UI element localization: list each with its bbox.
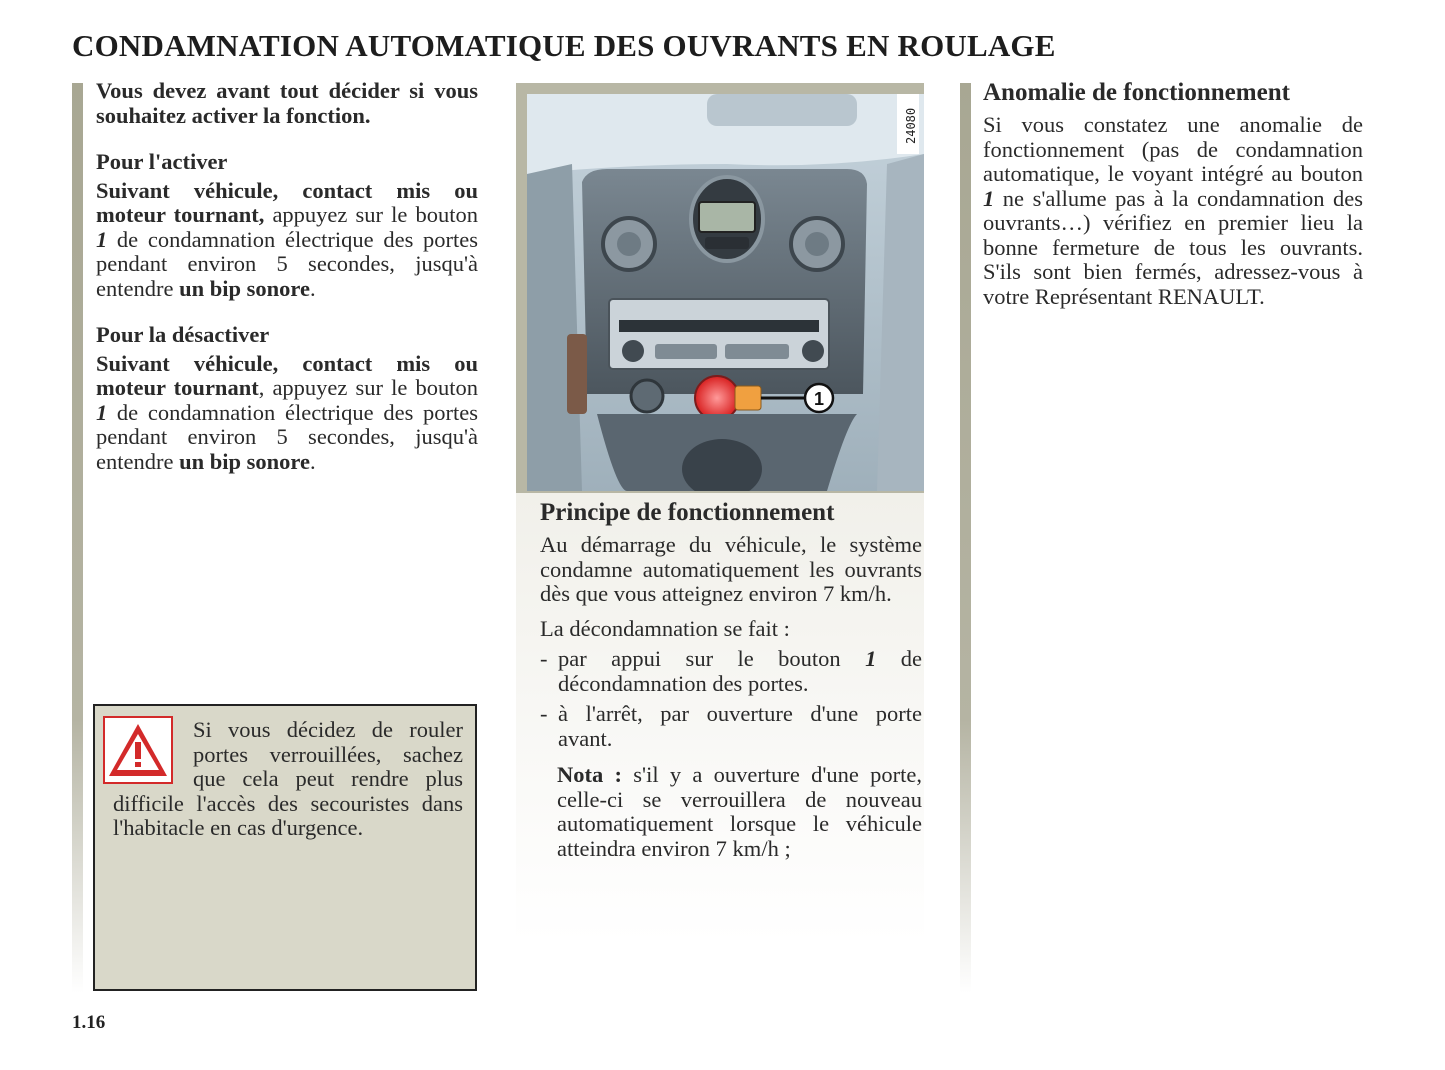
left-sidebar-bar [72,83,83,993]
principle-para2: La décondamnation se fait : [540,615,790,641]
list-item: - par appui sur le bouton 1 de décondamnation des portes. [540,646,922,696]
list-item: - à l'arrêt, par ouverture d'une porte avant. [540,701,922,751]
right-sidebar-bar [960,83,971,993]
page-title: CONDAMNATION AUTOMATIQUE DES OUVRANTS EN ROULAGE [72,28,1056,63]
anomaly-heading: Anomalie de fonctionnement [983,79,1290,106]
middle-column [540,499,922,861]
activate-text: Suivant véhicule, contact mis ou moteur tournant, appuyez sur le bouton 1 de condamnation électrique des portes pendant environ 5 secondes, jusqu'à entendre un bip sonore. [96,177,479,301]
dashboard-photo [527,94,924,491]
principle-heading: Principe de fonctionnement [540,499,835,526]
nota-text: Nota : s'il y a ouverture d'une porte, celle-ci se verrouillera de nouveau automatiquement lorsque le véhicule atteindra environ 7 km/h ; [557,762,922,861]
page-number: 1.16 [72,1012,106,1033]
anomaly-text: Si vous constatez une anomalie de fonctionnement (pas de condamnation automatique, le voyant intégré au bouton 1 ne s'allume pas à la condamnation des ouvrants…) vérifiez en premier lieu la bonne fermeture de tous les ouvrants. S'ils sont bien fermés, adressez-vous à votre Représentant RENAULT. [983,112,1363,309]
callout-label: 1 [813,389,825,409]
warning-box [93,704,477,991]
activate-heading: Pour l'activer [96,149,228,174]
photo-code: 24080 [904,107,918,144]
right-column [983,79,1363,309]
warning-text: Si vous décidez de rouler portes verrouillées, sachez que cela peut rendre plus difficile l'accès des secouristes dans l'habitacle en cas d'urgence. [113,717,463,840]
deactivate-text: Suivant véhicule, contact mis ou moteur tournant, appuyez sur le bouton 1 de condamnation électrique des portes pendant environ 5 secondes, jusqu'à entendre un bip sonore. [96,350,479,474]
left-column [96,79,478,474]
intro-text: Vous devez avant tout décider si vous souhaitez activer la fonction. [96,78,478,128]
principle-para1: Au démarrage du véhicule, le système condamne automatiquement les ouvrants dès que vous atteignez environ 7 km/h. [540,532,922,606]
deactivate-heading: Pour la désactiver [96,322,270,347]
